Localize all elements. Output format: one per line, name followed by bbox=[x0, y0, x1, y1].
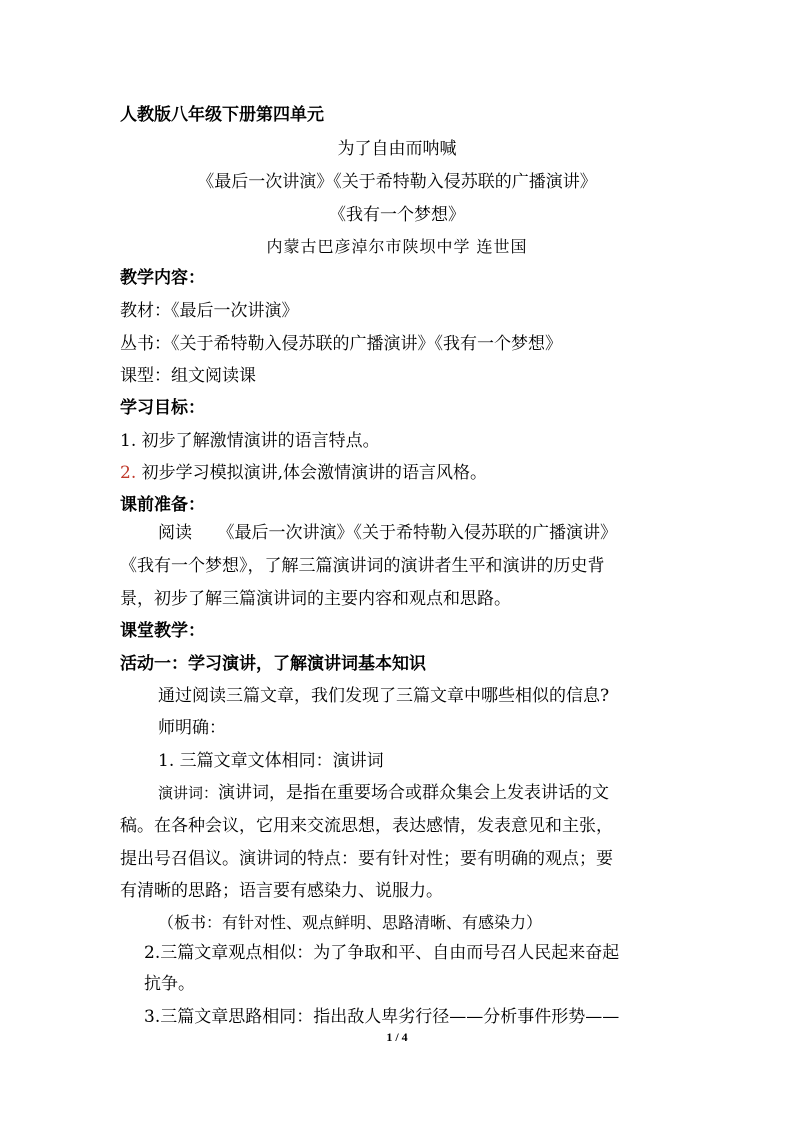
prep-heading: 课前准备： bbox=[120, 495, 205, 515]
point-2-line-1: 2.三篇文章观点相似：为了争取和平、自由而号召人民起来奋起 bbox=[144, 943, 620, 963]
definition-line-2: 稿。在各种会议，它用来交流思想，表达感情，发表意见和主张， bbox=[120, 816, 613, 836]
lesson-type-line: 课型：组文阅读课 bbox=[120, 366, 256, 386]
unit-title: 人教版八年级下册第四单元 bbox=[120, 105, 324, 125]
texts-line-1: 《最后一次讲演》《关于希特勒入侵苏联的广播演讲》 bbox=[197, 172, 597, 192]
prep-line-2: 《我有一个梦想》，了解三篇演讲词的演讲者生平和演讲的历史背 bbox=[120, 556, 605, 576]
point-2-line-2: 抗争。 bbox=[144, 974, 195, 994]
author-line: 内蒙古巴彦淖尔市陕坝中学 连世国 bbox=[266, 237, 528, 256]
definition-line-1 bbox=[158, 782, 609, 804]
teacher-line: 师明确： bbox=[158, 718, 226, 738]
textbook-line: 教材：《最后一次讲演》 bbox=[120, 301, 299, 321]
board-note: （板书：有针对性、观点鲜明、思路清晰、有感染力） bbox=[158, 913, 543, 932]
goal-item-1 bbox=[120, 430, 380, 452]
prep-line-1: 阅读 《最后一次讲演》《关于希特勒入侵苏联的广播演讲》 bbox=[158, 523, 617, 543]
goal-item-1-number: 1. bbox=[120, 431, 137, 451]
series-line: 丛书：《关于希特勒入侵苏联的广播演讲》《我有一个梦想》 bbox=[120, 334, 562, 354]
goal-item-1-text: 初步了解激情演讲的语言特点。 bbox=[136, 431, 380, 451]
definition-label: 演讲词： bbox=[158, 784, 219, 802]
page-number: 1 / 4 bbox=[386, 1030, 408, 1044]
definition-line-3: 提出号召倡议。演讲词的特点：要有针对性；要有明确的观点；要 bbox=[120, 849, 613, 869]
definition-line-4: 有清晰的思路；语言要有感染力、说服力。 bbox=[120, 881, 443, 901]
goal-item-2-text: 初步学习模拟演讲,体会激情演讲的语言风格。 bbox=[136, 463, 488, 483]
classroom-heading: 课堂教学： bbox=[120, 621, 205, 641]
prep-line-3: 景，初步了解三篇演讲词的主要内容和观点和思路。 bbox=[120, 589, 511, 609]
definition-line-1-text: 演讲词，是指在重要场合或群众集会上发表讲话的文 bbox=[218, 783, 610, 803]
content-heading: 教学内容： bbox=[120, 268, 205, 288]
point-3-line-1: 3.三篇文章思路相同：指出敌人卑劣行径——分析事件形势—— bbox=[144, 1007, 620, 1027]
question-line: 通过阅读三篇文章，我们发现了三篇文章中哪些相似的信息? bbox=[158, 686, 610, 706]
lesson-title: 为了自由而呐喊 bbox=[337, 139, 457, 159]
activity-1-heading: 活动一：学习演讲，了解演讲词基本知识 bbox=[120, 654, 426, 674]
point-1-line: 1. 三篇文章文体相同：演讲词 bbox=[158, 751, 384, 771]
goal-item-2-number: 2. bbox=[120, 463, 137, 483]
goal-item-2 bbox=[120, 462, 487, 484]
texts-line-2: 《我有一个梦想》 bbox=[329, 205, 465, 225]
goals-heading: 学习目标： bbox=[120, 398, 205, 418]
